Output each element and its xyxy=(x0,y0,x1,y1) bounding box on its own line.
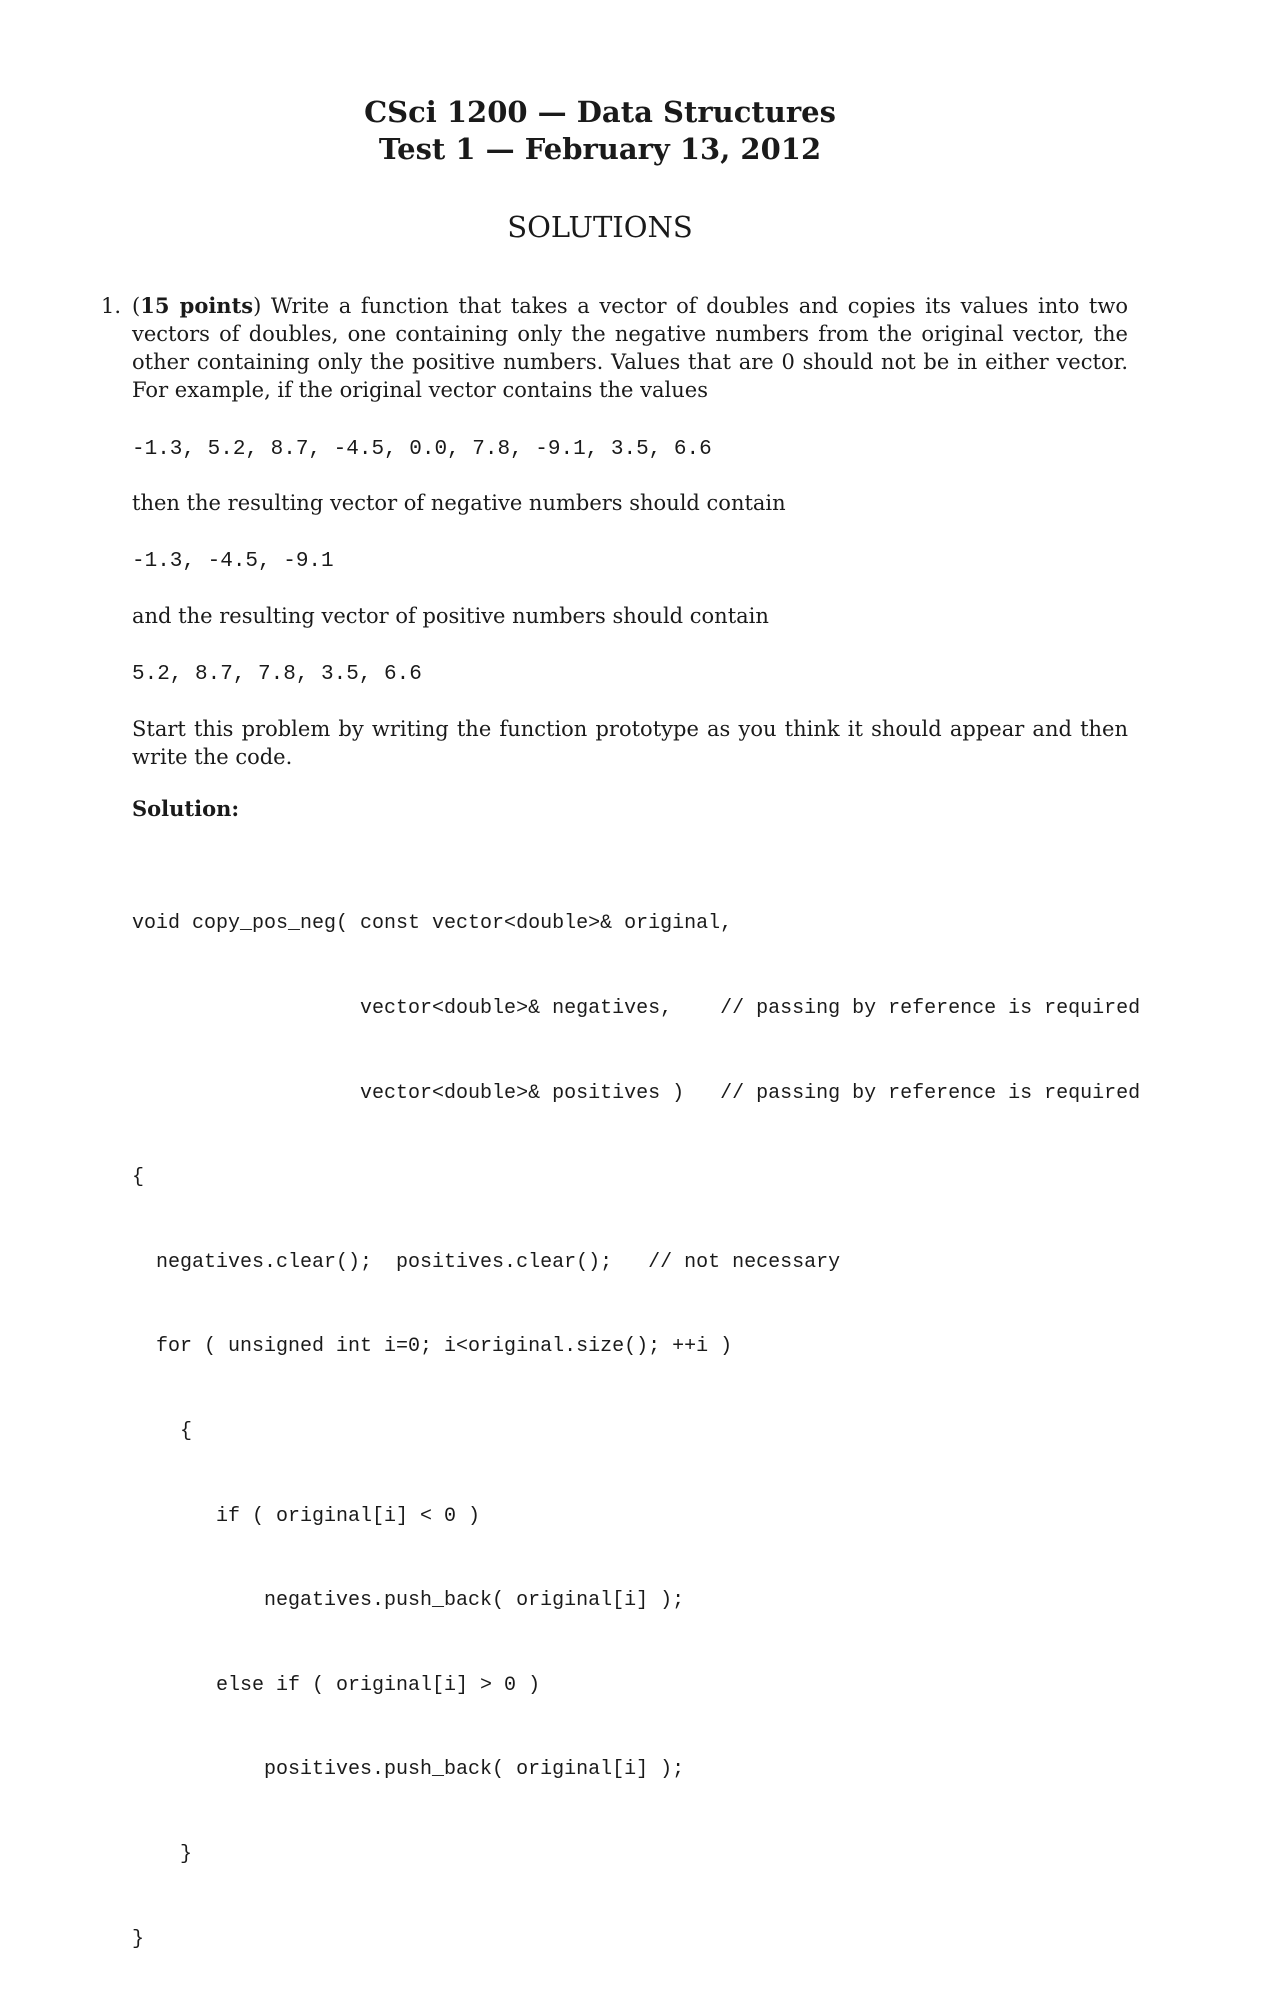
negatives-intro: then the resulting vector of negative numbers should contain xyxy=(132,491,786,515)
positives-intro: and the resulting vector of positive numbers should contain xyxy=(132,604,769,628)
question-points: 15 points xyxy=(140,293,254,318)
code-line: for ( unsigned int i=0; i<original.size(); ++i ) xyxy=(132,1335,733,1359)
question-number: 1. xyxy=(101,294,122,318)
code-line: } xyxy=(132,1842,193,1866)
solutions-heading: SOLUTIONS xyxy=(507,210,693,244)
code-line: { xyxy=(132,1419,193,1443)
code-line: vector<double>& negatives, // passing by reference is required xyxy=(132,997,1141,1020)
code-line: vector<double>& positives ) // passing by reference is required xyxy=(132,1081,1141,1105)
code-line: if ( original[i] < 0 ) xyxy=(132,1504,481,1528)
test-title: Test 1 — February 13, 2012 xyxy=(378,132,822,166)
code-line: negatives.clear(); positives.clear(); // not necessary xyxy=(132,1250,841,1274)
solution-code-block xyxy=(132,854,1140,2010)
course-title: CSci 1200 — Data Structures xyxy=(364,95,836,129)
question-prompt: (15 points) Write a function that takes a vector of doubles and copies its values into two vectors of doubles, one containing only the negative numbers from the original vector, the other containing only the positive numbers. Values that are 0 should not be in either vector. For example, if the original vector contains the values xyxy=(132,293,1128,402)
code-line: } xyxy=(132,1927,145,1951)
example-negative-values: -1.3, -4.5, -9.1 xyxy=(132,550,334,573)
code-line: { xyxy=(132,1166,145,1190)
example-original-values: -1.3, 5.2, 8.7, -4.5, 0.0, 7.8, -9.1, 3.5, 6.6 xyxy=(132,438,712,461)
question-instructions: Start this problem by writing the function prototype as you think it should appear and then write the code. xyxy=(132,717,1128,769)
code-line: void copy_pos_neg( const vector<double>& original, xyxy=(132,912,733,936)
example-positive-values: 5.2, 8.7, 7.8, 3.5, 6.6 xyxy=(132,663,422,686)
code-line: else if ( original[i] > 0 ) xyxy=(132,1673,541,1697)
code-line: negatives.push_back( original[i] ); xyxy=(132,1589,685,1613)
solution-label: Solution: xyxy=(132,796,240,821)
question-prompt-text: ) Write a function that takes a vector of doubles and copies its values into two vectors of doubles, one containing only the negative numbers from the original vector, the other containing only the positive numbers. Values that are 0 should not be in either vector. For example, if the original vector contains the values xyxy=(132,294,1128,402)
code-line: positives.push_back( original[i] ); xyxy=(132,1758,685,1782)
